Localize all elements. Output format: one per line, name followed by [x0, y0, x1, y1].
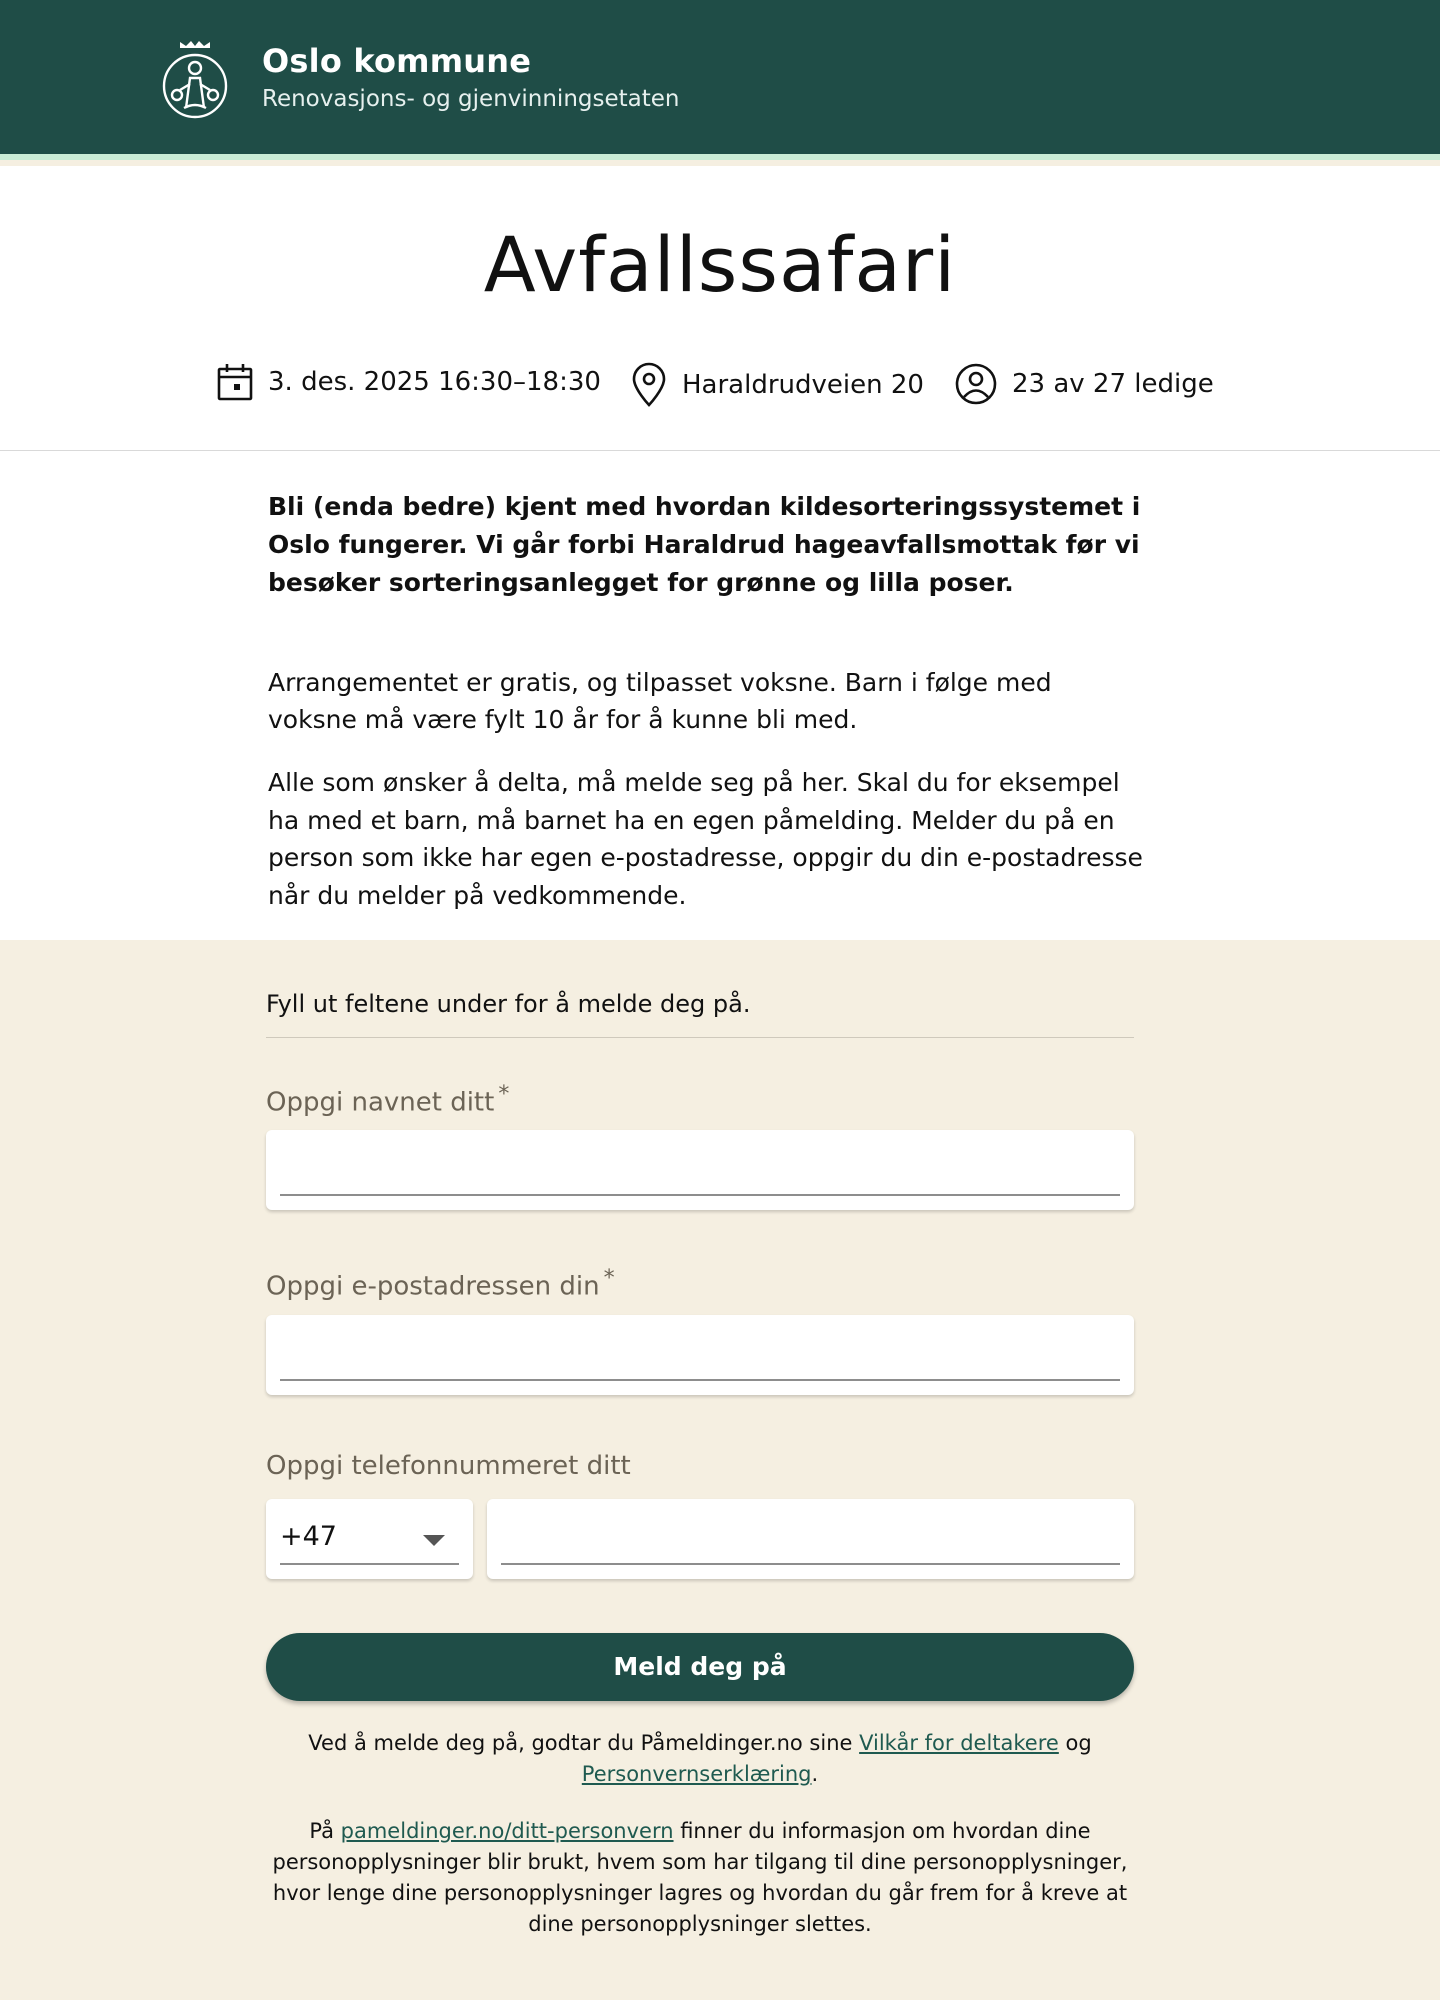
privacy-info-text: På pameldinger.no/ditt-personvern finner du informasjon om hvordan dine personopplysninger blir brukt, hvem som har tilgang til dine personopplysninger, hvor lenge dine personopplysninger lagres og hvordan du går frem for å kreve at dine personopplysninger slettes. [272, 1819, 1128, 1936]
event-lead-text: Bli (enda bedre) kjent med hvordan kildesorteringssystemet i Oslo fungerer. Vi går forbi Haraldrud hageavfallsmottak før vi besøker sorteringsanlegget for grønne og lilla poser. [268, 492, 1141, 597]
divider [0, 450, 1440, 451]
country-code-select[interactable] [266, 1499, 473, 1579]
country-code-value: +47 [280, 1521, 337, 1552]
org-name: Oslo kommune [262, 42, 532, 80]
event-description-1: Arrangementet er gratis, og tilpasset voksne. Barn i følge med voksne må være fylt 10 år for å kunne bli med. [268, 668, 1052, 734]
event-location-text: Haraldrudveien 20 [682, 370, 924, 400]
event-location [630, 362, 924, 408]
terms-text: Ved å melde deg på, godtar du Påmeldinger.no sine Vilkår for deltakere og Personvernserklæring. [308, 1731, 1092, 1786]
event-availability-text: 23 av 27 ledige [1012, 369, 1214, 399]
calendar-icon [216, 362, 254, 402]
email-label-text: Oppgi e-postadressen din [266, 1271, 600, 1302]
oslo-city-seal-icon[interactable] [160, 38, 230, 122]
event-info-section [0, 166, 1440, 940]
privacy-url-link[interactable]: pameldinger.no/ditt-personvern [340, 1819, 674, 1843]
name-field[interactable] [266, 1130, 1134, 1210]
terms-link[interactable]: Vilkår for deltakere [859, 1731, 1059, 1755]
event-date-text: 3. des. 2025 16:30–18:30 [268, 367, 601, 397]
email-label [266, 1266, 615, 1302]
page-title: Avfallssafari [483, 220, 957, 309]
agency-name: Renovasjons- og gjenvinningsetaten [262, 86, 680, 112]
required-mark: * [498, 1082, 510, 1107]
site-header [0, 0, 1440, 160]
name-label [266, 1082, 509, 1118]
event-availability [954, 362, 1214, 406]
required-mark: * [603, 1266, 615, 1291]
chevron-down-icon[interactable] [423, 1535, 445, 1546]
person-icon [954, 362, 998, 406]
phone-field[interactable] [487, 1499, 1134, 1579]
name-label-text: Oppgi navnet ditt [266, 1087, 495, 1118]
event-date [216, 362, 601, 402]
email-field[interactable] [266, 1315, 1134, 1395]
form-intro: Fyll ut feltene under for å melde deg på. [266, 990, 751, 1018]
location-pin-icon [630, 362, 668, 408]
event-description-2: Alle som ønsker å delta, må melde seg på her. Skal du for eksempel ha med et barn, må barnet ha en egen påmelding. Melder du på en person som ikke har egen e-postadresse, oppgir du din e-postadresse når du melder på vedkommende. [268, 768, 1143, 910]
divider [266, 1037, 1134, 1038]
submit-button[interactable]: Meld deg på [266, 1633, 1134, 1701]
phone-label: Oppgi telefonnummeret ditt [266, 1451, 631, 1481]
privacy-policy-link[interactable]: Personvernserklæring [581, 1762, 812, 1786]
